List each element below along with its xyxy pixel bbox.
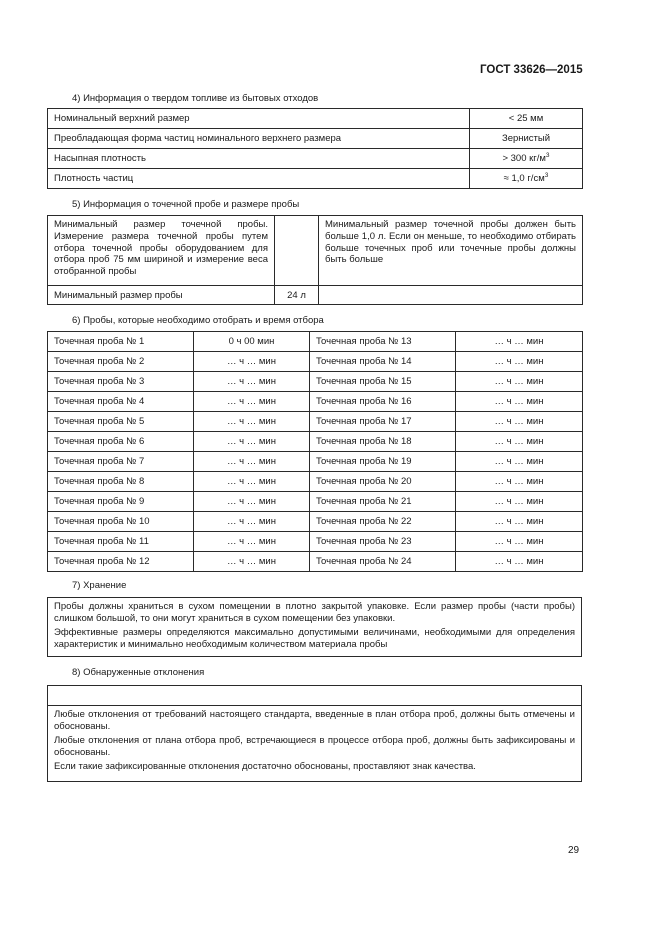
sample-label: Точечная проба № 10 — [48, 512, 194, 532]
table-row — [48, 412, 583, 432]
sample-label: Точечная проба № 2 — [48, 352, 194, 372]
sample-time: 0 ч 00 мин — [194, 332, 310, 352]
table-row — [48, 532, 583, 552]
deviations-box — [47, 705, 582, 782]
section-5-heading: 5) Информация о точечной пробе и размере пробы — [72, 199, 300, 210]
empty-cell — [275, 216, 319, 286]
row-value: < 25 мм — [470, 109, 583, 129]
sample-time: … ч … мин — [456, 412, 583, 432]
sample-time: … ч … мин — [194, 472, 310, 492]
value-text: ≈ 1,0 г/см — [503, 173, 545, 184]
fuel-info-table — [47, 108, 583, 189]
table-row — [48, 109, 583, 129]
row-value — [470, 169, 583, 189]
storage-box — [47, 597, 582, 657]
sample-time: … ч … мин — [456, 532, 583, 552]
sample-label: Точечная проба № 16 — [310, 392, 456, 412]
sample-label: Точечная проба № 19 — [310, 452, 456, 472]
sample-time: … ч … мин — [456, 512, 583, 532]
sample-time: … ч … мин — [456, 432, 583, 452]
sample-label: Точечная проба № 18 — [310, 432, 456, 452]
sample-time: … ч … мин — [194, 552, 310, 572]
row-value: Зернистый — [470, 129, 583, 149]
deviations-paragraph: Любые отклонения от плана отбора проб, встречающиеся в процессе отбора проб, должны быть зафиксированы и обоснованы. — [54, 735, 575, 758]
min-sample-value: 24 л — [275, 286, 319, 305]
sample-label: Точечная проба № 14 — [310, 352, 456, 372]
sample-label: Точечная проба № 1 — [48, 332, 194, 352]
section-8-heading: 8) Обнаруженные отклонения — [72, 667, 205, 678]
table-row — [48, 129, 583, 149]
sample-time: … ч … мин — [194, 412, 310, 432]
table-row — [48, 216, 583, 286]
row-value — [470, 149, 583, 169]
section-7-heading: 7) Хранение — [72, 580, 127, 591]
value-superscript: 3 — [544, 171, 549, 179]
deviations-paragraph: Если такие зафиксированные отклонения достаточно обоснованы, проставляют знак качества. — [54, 761, 476, 772]
sample-time: … ч … мин — [456, 492, 583, 512]
sample-time: … ч … мин — [456, 332, 583, 352]
min-sample-label: Минимальный размер пробы — [48, 286, 275, 305]
sample-time: … ч … мин — [194, 392, 310, 412]
sample-time: … ч … мин — [456, 352, 583, 372]
table-row — [48, 352, 583, 372]
sample-time: … ч … мин — [194, 372, 310, 392]
sample-time: … ч … мин — [456, 392, 583, 412]
sample-label: Точечная проба № 4 — [48, 392, 194, 412]
sample-time: … ч … мин — [194, 492, 310, 512]
sample-time: … ч … мин — [456, 552, 583, 572]
empty-cell — [319, 286, 583, 305]
sample-label: Точечная проба № 23 — [310, 532, 456, 552]
table-row — [48, 472, 583, 492]
row-label: Номинальный верхний размер — [48, 109, 470, 129]
sample-label: Точечная проба № 20 — [310, 472, 456, 492]
section-6-heading: 6) Пробы, которые необходимо отобрать и время отбора — [72, 315, 324, 326]
row-label: Преобладающая форма частиц номинального верхнего размера — [48, 129, 470, 149]
sample-label: Точечная проба № 9 — [48, 492, 194, 512]
table-row — [48, 492, 583, 512]
sample-label: Точечная проба № 8 — [48, 472, 194, 492]
table-row — [48, 432, 583, 452]
sample-time: … ч … мин — [456, 372, 583, 392]
value-superscript: 3 — [545, 151, 550, 159]
deviations-paragraph: Любые отклонения от требований настоящего стандарта, введенные в план отбора проб, должны быть отмечены и обоснованы. — [54, 709, 575, 732]
sample-time: … ч … мин — [194, 432, 310, 452]
table-row — [48, 286, 583, 305]
deviations-empty-field — [47, 685, 582, 706]
sample-time: … ч … мин — [194, 352, 310, 372]
table-row — [48, 552, 583, 572]
sample-time: … ч … мин — [194, 532, 310, 552]
sample-label: Точечная проба № 17 — [310, 412, 456, 432]
sample-label: Точечная проба № 24 — [310, 552, 456, 572]
sample-label: Точечная проба № 21 — [310, 492, 456, 512]
min-increment-description: Минимальный размер точечной пробы. Измерение размера точечной пробы путем отбора точечной пробы оборудованием для отбора проб 75 мм шириной и измерение веса отобранной пробы — [48, 216, 275, 286]
sampling-schedule-table — [47, 331, 583, 572]
sample-time: … ч … мин — [456, 452, 583, 472]
document-code: ГОСТ 33626—2015 — [480, 64, 583, 76]
sample-label: Точечная проба № 6 — [48, 432, 194, 452]
storage-paragraph: Эффективные размеры определяются максимально допустимыми величинами, необходимыми для определения характеристик и минимально необходимым количеством материала пробы — [54, 627, 575, 650]
sample-label: Точечная проба № 3 — [48, 372, 194, 392]
sample-time: … ч … мин — [456, 472, 583, 492]
row-label: Плотность частиц — [48, 169, 470, 189]
sample-label: Точечная проба № 22 — [310, 512, 456, 532]
section-4-heading: 4) Информация о твердом топливе из бытовых отходов — [72, 93, 319, 104]
table-row — [48, 332, 583, 352]
sample-label: Точечная проба № 7 — [48, 452, 194, 472]
table-row — [48, 372, 583, 392]
sample-label: Точечная проба № 11 — [48, 532, 194, 552]
table-row — [48, 452, 583, 472]
table-row — [48, 392, 583, 412]
row-label: Насыпная плотность — [48, 149, 470, 169]
table-row — [48, 512, 583, 532]
storage-paragraph: Пробы должны храниться в сухом помещении в плотно закрытой упаковке. Если размер пробы (части пробы) слишком большой, то они могут храниться в сухом помещении без упаковки. — [54, 601, 575, 624]
min-increment-requirement: Минимальный размер точечной пробы должен быть больше 1,0 л. Если он меньше, то необходимо отбирать больше точечных проб или точечные пробы должны быть больше — [319, 216, 583, 286]
table-row — [48, 169, 583, 189]
sample-label: Точечная проба № 15 — [310, 372, 456, 392]
table-row — [48, 149, 583, 169]
sample-time: … ч … мин — [194, 512, 310, 532]
sample-size-table — [47, 215, 583, 305]
page-number: 29 — [568, 845, 580, 856]
sample-label: Точечная проба № 12 — [48, 552, 194, 572]
sample-label: Точечная проба № 5 — [48, 412, 194, 432]
sample-time: … ч … мин — [194, 452, 310, 472]
sample-label: Точечная проба № 13 — [310, 332, 456, 352]
value-text: > 300 кг/м — [502, 153, 546, 164]
